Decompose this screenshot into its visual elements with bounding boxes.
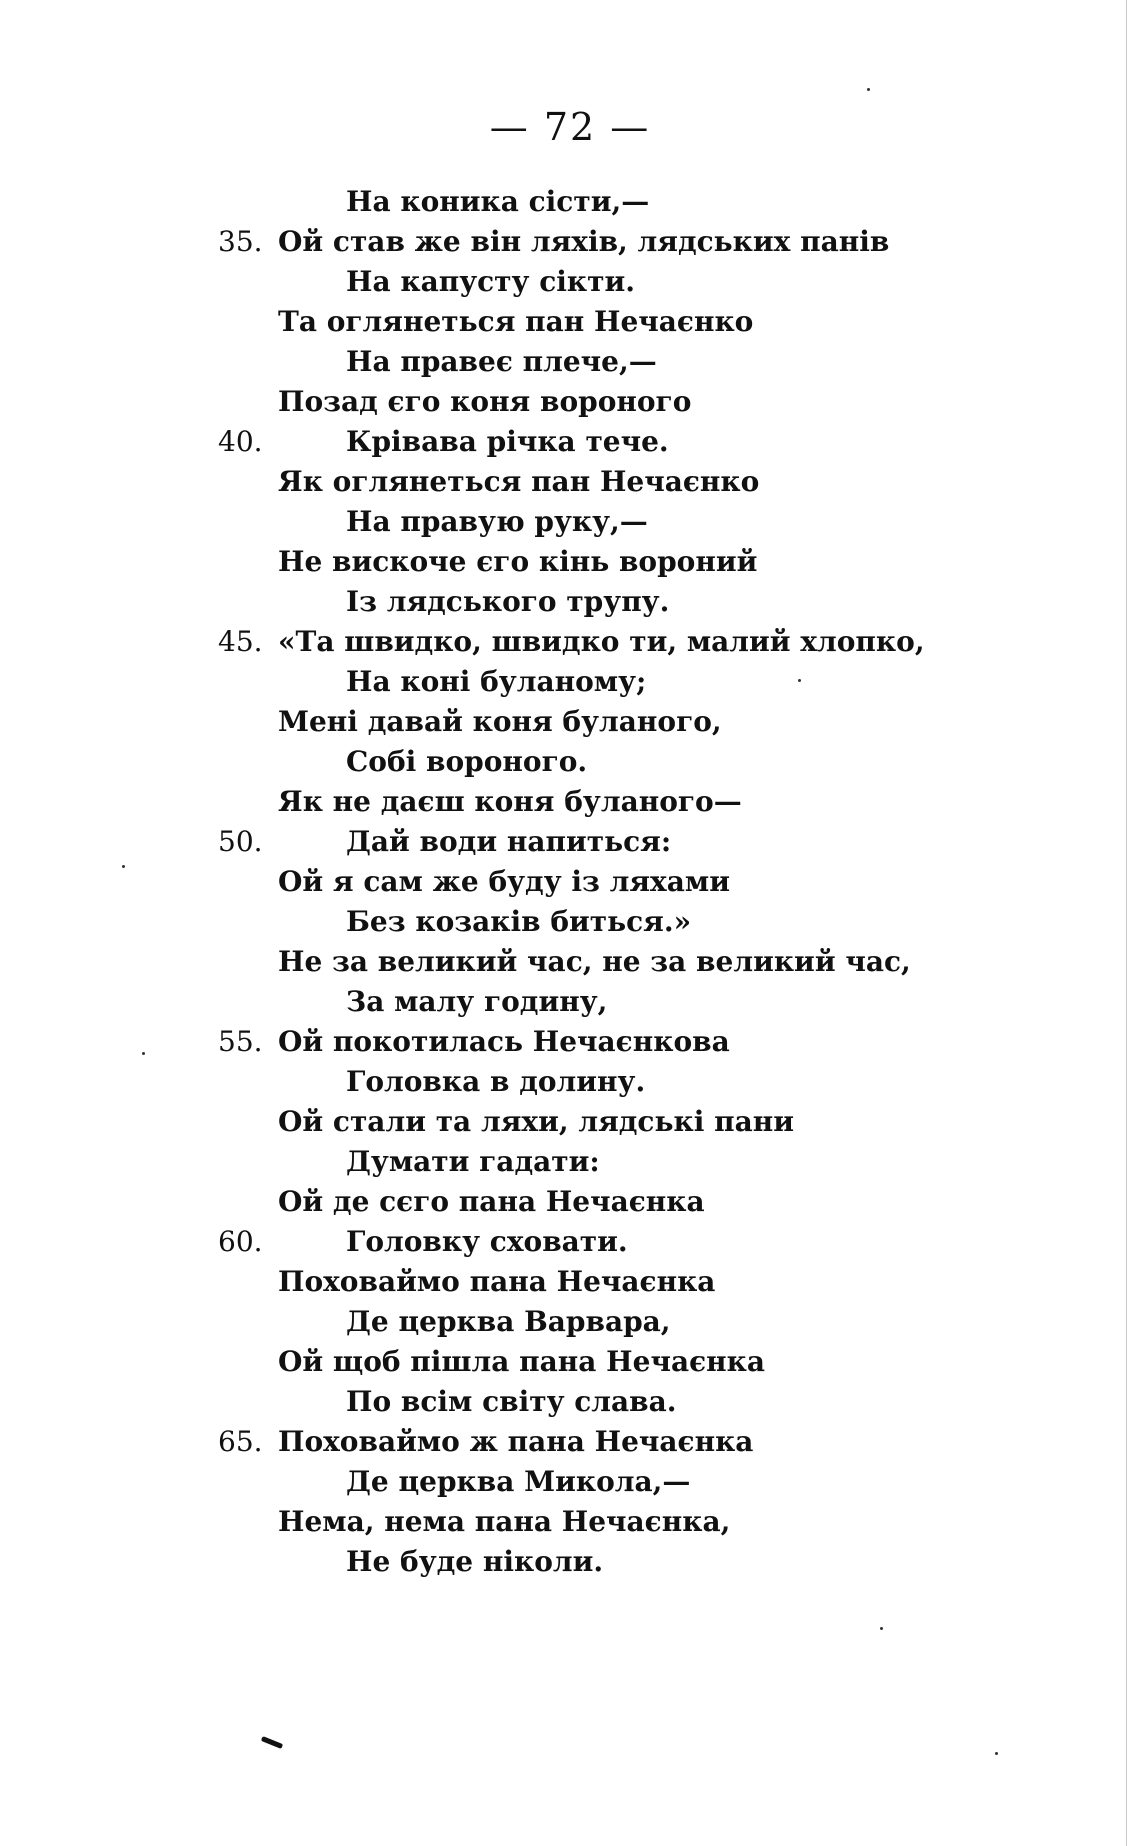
- poem-line: [0, 422, 1140, 462]
- scan-speck: [122, 865, 125, 868]
- line-text: Не буде ніколи.: [346, 1545, 604, 1578]
- line-text: На капусту сікти.: [346, 265, 635, 298]
- line-text: Мені давай коня буланого,: [278, 705, 722, 738]
- line-text: Ой я сам же буду із ляхами: [278, 865, 730, 898]
- line-text: Не за великий час, не за великий час,: [278, 945, 911, 978]
- line-text: Без козаків биться.»: [346, 905, 692, 938]
- line-text: Позад єго коня вороного: [278, 385, 692, 418]
- line-text: Ой став же він ляхів, лядських панів: [278, 225, 890, 258]
- scan-speck: [995, 1752, 998, 1755]
- line-text: Думати гадати:: [346, 1145, 600, 1178]
- line-text: Де церква Варвара,: [346, 1305, 671, 1338]
- line-text: «Та швидко, швидко ти, малий хлопко,: [278, 625, 925, 658]
- poem-line: [0, 1462, 1140, 1502]
- poem-line: [0, 702, 1140, 742]
- poem-line: [0, 1382, 1140, 1422]
- poem-line: [0, 742, 1140, 782]
- line-text: Крівава річка тече.: [346, 425, 669, 458]
- line-text: По всім світу слава.: [346, 1385, 677, 1418]
- poem-line: [0, 822, 1140, 862]
- scan-speck: [867, 88, 870, 91]
- line-number: 55.: [218, 1025, 263, 1058]
- line-number: 50.: [218, 825, 263, 858]
- poem-line: [0, 462, 1140, 502]
- poem-line: [0, 622, 1140, 662]
- line-text: Собі вороного.: [346, 745, 588, 778]
- poem-line: [0, 942, 1140, 982]
- poem-line: [0, 1222, 1140, 1262]
- page-number: — 72 —: [489, 105, 651, 149]
- poem-line: [0, 542, 1140, 582]
- line-text: Дай води напиться:: [346, 825, 672, 858]
- scan-speck: [142, 1052, 145, 1055]
- poem-line: [0, 1062, 1140, 1102]
- line-text: На правую руку,—: [346, 505, 648, 538]
- poem-line: [0, 1302, 1140, 1342]
- line-number: 35.: [218, 225, 263, 258]
- line-text: За малу годину,: [346, 985, 608, 1018]
- poem-line: [0, 262, 1140, 302]
- poem-line: [0, 1262, 1140, 1302]
- line-text: Поховаймо ж пана Нечаєнка: [278, 1425, 754, 1458]
- line-text: Головка в долину.: [346, 1065, 646, 1098]
- poem-line: [0, 982, 1140, 1022]
- poem-line: [0, 1102, 1140, 1142]
- poem-line: [0, 1542, 1140, 1582]
- line-text: На коника сісти,—: [346, 185, 650, 218]
- line-text: На коні буланому;: [346, 665, 647, 698]
- poem-line: [0, 302, 1140, 342]
- line-text: Де церква Микола,—: [346, 1465, 691, 1498]
- poem-line: [0, 582, 1140, 622]
- line-number: 45.: [218, 625, 263, 658]
- poem-line: [0, 1182, 1140, 1222]
- poem-line: [0, 662, 1140, 702]
- line-number: 40.: [218, 425, 263, 458]
- poem-line: [0, 782, 1140, 822]
- poem-line: [0, 1142, 1140, 1182]
- line-text: Із лядського трупу.: [346, 585, 670, 618]
- line-text: Ой стали та ляхи, лядські пани: [278, 1105, 794, 1138]
- line-text: Головку сховати.: [346, 1225, 628, 1258]
- poem-line: [0, 222, 1140, 262]
- poem-line: [0, 1022, 1140, 1062]
- line-text: На правеє плече,—: [346, 345, 657, 378]
- poem-line: [0, 902, 1140, 942]
- line-text: Поховаймо пана Нечаєнка: [278, 1265, 716, 1298]
- line-text: Не вискоче єго кінь вороний: [278, 545, 758, 578]
- poem-line: [0, 862, 1140, 902]
- scan-speck: [880, 1627, 883, 1630]
- line-number: 65.: [218, 1425, 263, 1458]
- poem-line: [0, 1422, 1140, 1462]
- poem-line: [0, 1342, 1140, 1382]
- line-text: Як оглянеться пан Нечаєнко: [278, 465, 760, 498]
- poem-line: [0, 182, 1140, 222]
- poem-body: [0, 182, 1140, 1582]
- poem-line: [0, 1502, 1140, 1542]
- scan-mark: [261, 1736, 283, 1749]
- line-text: Як не даєш коня буланого—: [278, 785, 742, 818]
- poem-line: [0, 382, 1140, 422]
- line-text: Та оглянеться пан Нечаєнко: [278, 305, 754, 338]
- scan-speck: [798, 679, 801, 682]
- poem-line: [0, 342, 1140, 382]
- line-text: Нема, нема пана Нечаєнка,: [278, 1505, 731, 1538]
- line-text: Ой щоб пішла пана Нечаєнка: [278, 1345, 765, 1378]
- line-text: Ой покотилась Нечаєнкова: [278, 1025, 730, 1058]
- line-number: 60.: [218, 1225, 263, 1258]
- poem-line: [0, 502, 1140, 542]
- line-text: Ой де сєго пана Нечаєнка: [278, 1185, 705, 1218]
